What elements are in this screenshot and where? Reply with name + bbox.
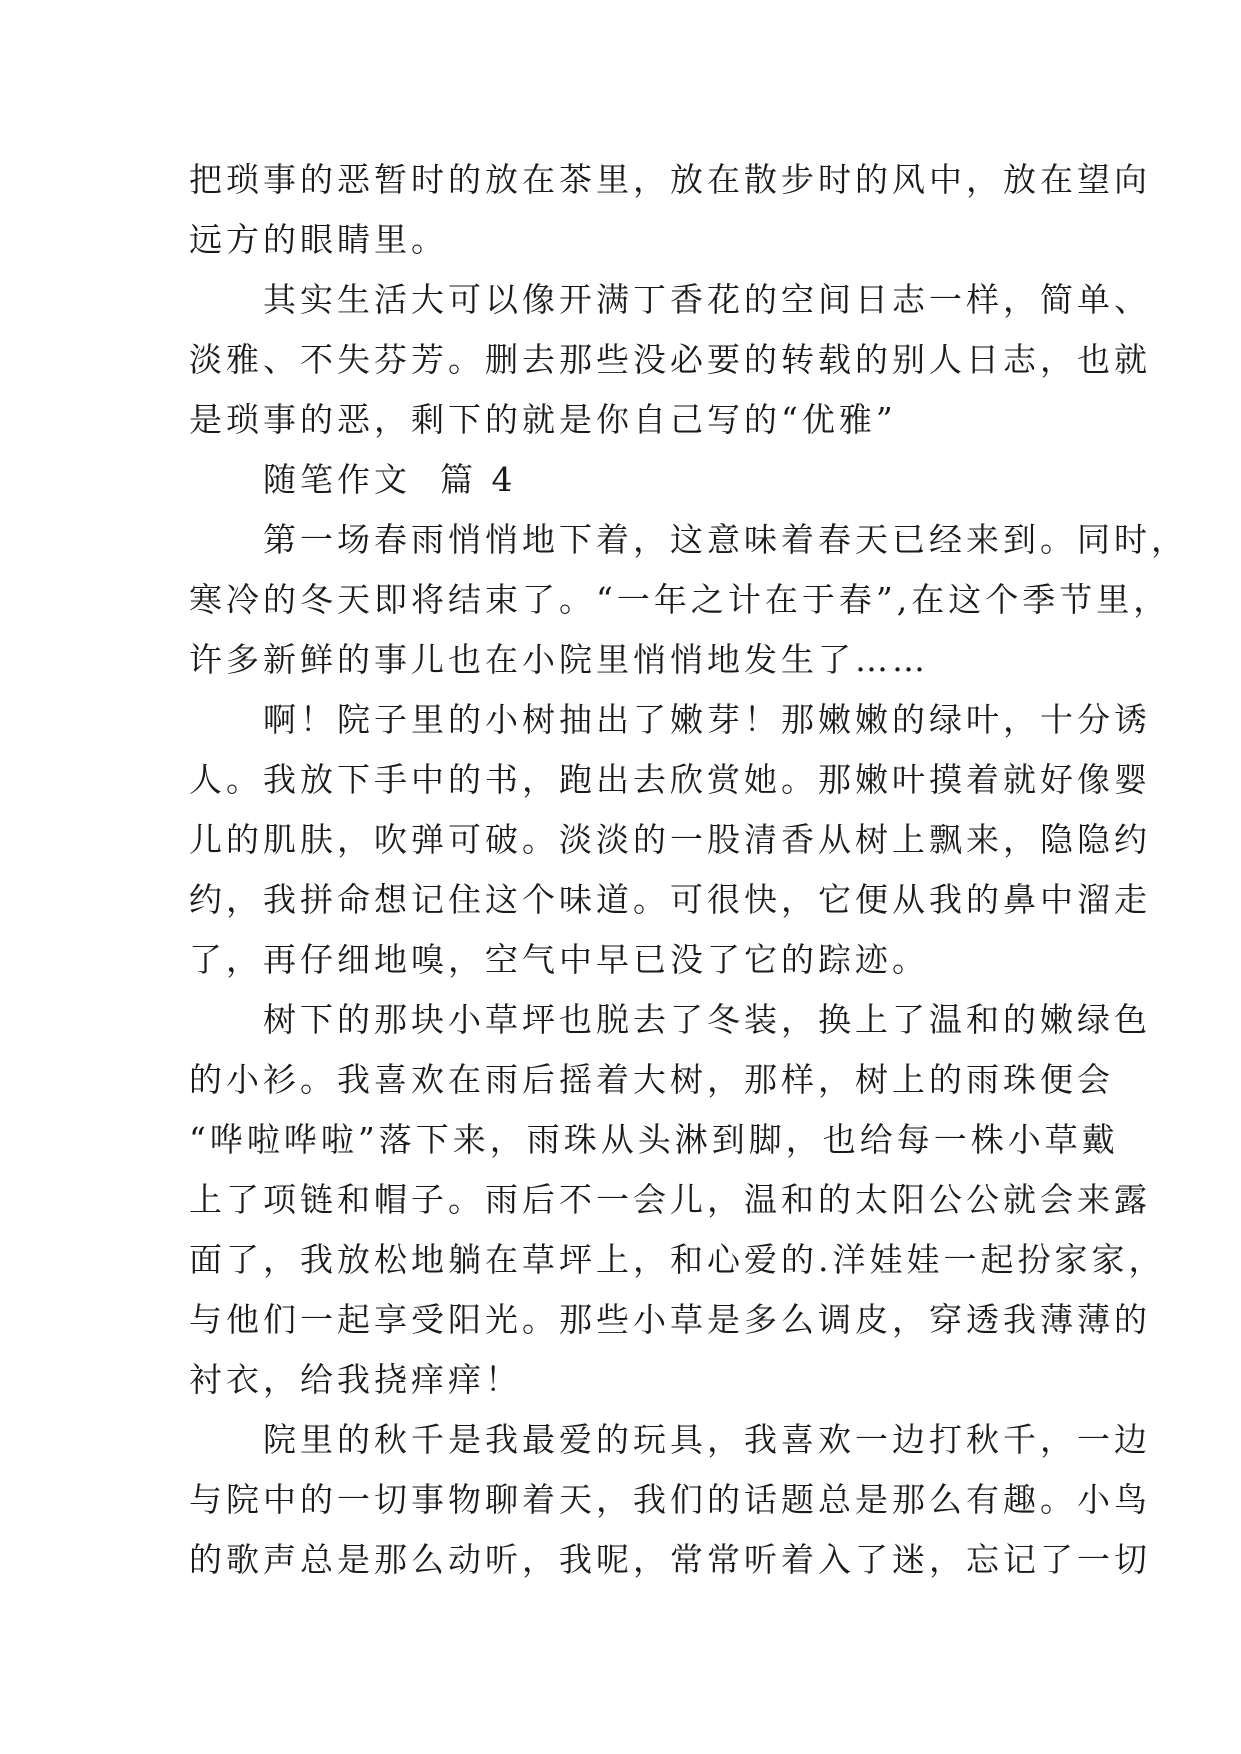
text-line: 树下的那块小草坪也脱去了冬装，换上了温和的嫩绿色 [189, 1000, 1151, 1039]
text-line: “哗啦哗啦”落下来，雨珠从头淋到脚，也给每一株小草戴 [189, 1120, 1119, 1159]
essay-text [189, 150, 1188, 1590]
text-line: 了，再仔细地嗅，空气中早已没了它的踪迹。 [189, 940, 929, 979]
text-line: 人。我放下手中的书，跑出去欣赏她。那嫩叶摸着就好像婴 [189, 760, 1151, 799]
text-line: 啊！院子里的小树抽出了嫩芽！那嫩嫩的绿叶，十分诱 [189, 700, 1151, 739]
section-heading: 随笔作文 篇 4 [189, 460, 517, 499]
text-line: 其实生活大可以像开满丁香花的空间日志一样，简单、 [189, 280, 1151, 319]
text-line: 院里的秋千是我最爱的玩具，我喜欢一边打秋千，一边 [189, 1420, 1151, 1459]
text-line: 许多新鲜的事儿也在小院里悄悄地发生了…… [189, 640, 929, 679]
text-line: 与院中的一切事物聊着天，我们的话题总是那么有趣。小鸟 [189, 1480, 1151, 1519]
text-line: 约，我拼命想记住这个味道。可很快，它便从我的鼻中溜走 [189, 880, 1151, 919]
text-line: 第一场春雨悄悄地下着，这意味着春天已经来到。同时， [189, 520, 1188, 559]
text-line: 远方的眼睛里。 [189, 220, 448, 259]
text-line: 的歌声总是那么动听，我呢，常常听着入了迷，忘记了一切 [189, 1540, 1151, 1579]
text-line: 与他们一起享受阳光。那些小草是多么调皮，穿透我薄薄的 [189, 1300, 1151, 1339]
text-line: 的小衫。我喜欢在雨后摇着大树，那样，树上的雨珠便会 [189, 1060, 1114, 1099]
text-line: 衬衣，给我挠痒痒！ [189, 1360, 522, 1399]
text-line: 淡雅、不失芬芳。删去那些没必要的转载的别人日志，也就 [189, 340, 1151, 379]
text-line: 上了项链和帽子。雨后不一会儿，温和的太阳公公就会来露 [189, 1180, 1151, 1219]
text-line: 是琐事的恶，剩下的就是你自己写的“优雅” [189, 400, 897, 439]
text-line: 儿的肌肤，吹弹可破。淡淡的一股清香从树上飘来，隐隐约 [189, 820, 1151, 859]
text-line: 把琐事的恶暂时的放在茶里，放在散步时的风中，放在望向 [189, 160, 1151, 199]
text-line: 面了，我放松地躺在草坪上，和心爱的.洋娃娃一起扮家家， [189, 1240, 1166, 1279]
text-line: 寒冷的冬天即将结束了。“一年之计在于春”,在这个季节里， [189, 580, 1171, 619]
